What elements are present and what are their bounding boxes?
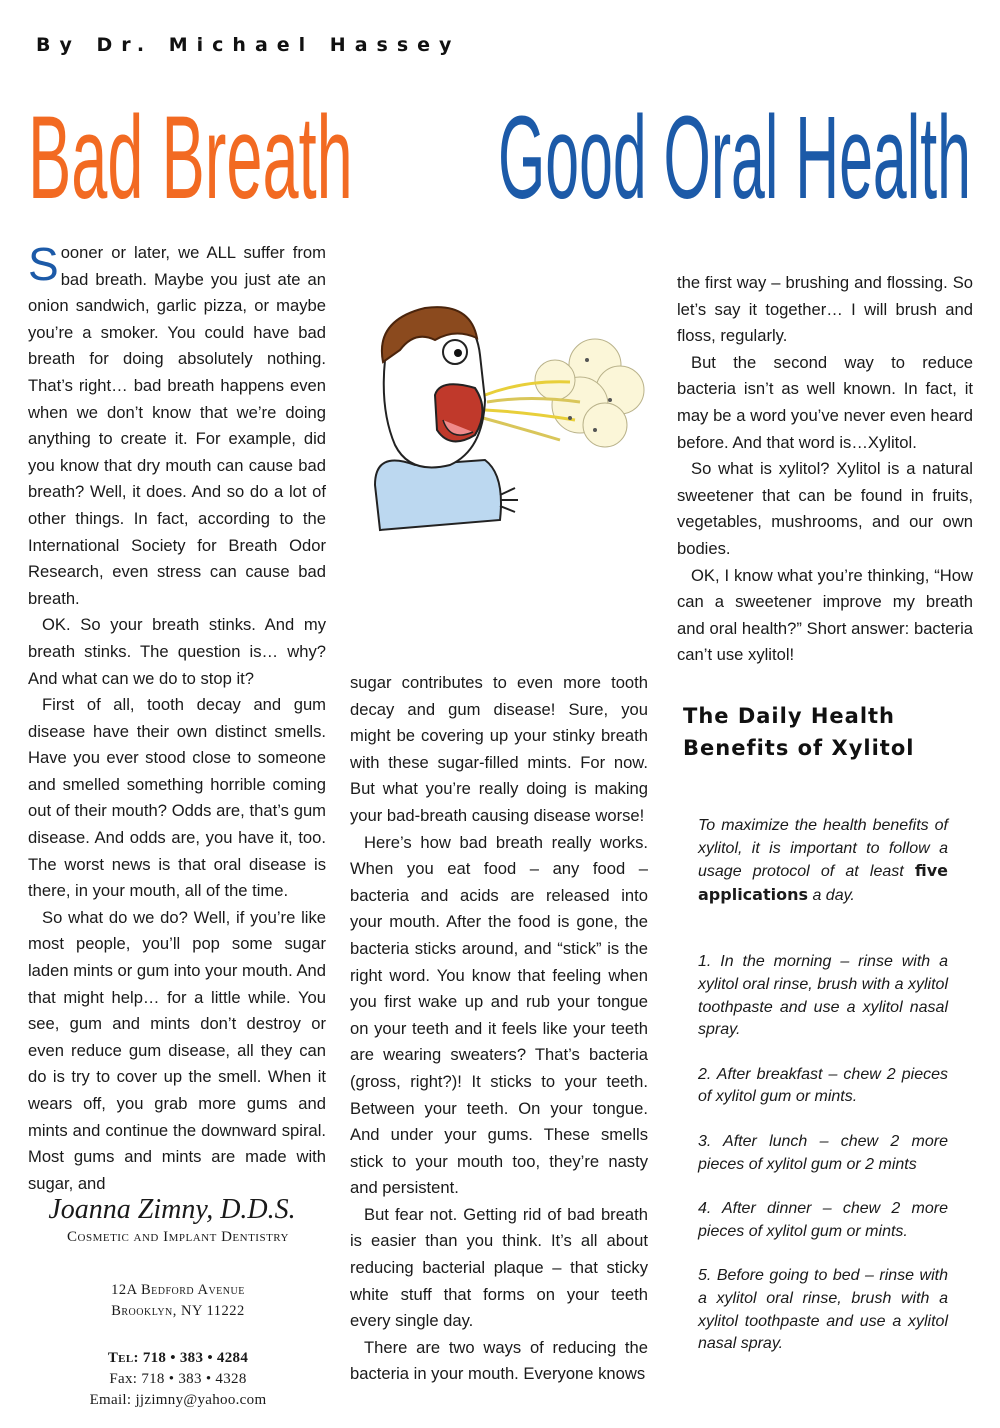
title-bad-breath: Bad Breath [28, 92, 353, 224]
paragraph: So what is xylitol? Xylitol is a natural sweetener that can be found in fruits, vegetables, mushrooms, and our own bodies. [677, 459, 973, 558]
sidebar-list-item: 3. After lunch – chew 2 more pieces of xylitol gum or 2 mints [698, 1132, 948, 1173]
sidebar-list-item: 1. In the morning – rinse with a xylitol oral rinse, brush with a xylitol toothpaste and use a xylitol nasal spray. [698, 953, 948, 1039]
sidebar-intro [698, 815, 948, 907]
article-column-2 [350, 670, 648, 1388]
phone-label: Tel: [107, 1350, 139, 1366]
dentist-business-card [28, 1193, 328, 1411]
contact-info [28, 1348, 328, 1411]
drop-cap: S [28, 238, 59, 290]
paragraph: There are two ways of reducing the bacteria in your mouth. Everyone knows [350, 1337, 648, 1384]
paragraph-text: ooner or later, we ALL suffer from bad breath. Maybe you just ate an onion sandwich, garlic pizza, or maybe you’re a smoker. You could have bad breath for doing absolutely nothing. That’s right… bad breath happens even when we don’t know that we’re doing anything to create it. For example, did you know that dry mouth can cause bad breath? Well, it does. And so do a lot of other things. In fact, according to the International Society for Breath Odor Research, even stress can cause bad breath. [28, 243, 326, 608]
email-address[interactable]: jjzimny@yahoo.com [135, 1392, 267, 1408]
paragraph: OK. So your breath stinks. And my breath stinks. The question is… why? And what can we do to stop it? [28, 615, 326, 688]
dentist-name: Joanna Zimny, D.D.S. [48, 1194, 296, 1225]
paragraph [28, 240, 326, 612]
sidebar-title-line-2: Benefits of Xylitol [683, 736, 915, 760]
paragraph: So what do we do? Well, if you’re like most people, you’ll pop some sugar laden mints or gum into your mouth. And that might help… for a little while. You see, gum and mints don’t destroy or even reduce gum disease, all they can do is try to cover up the smell. When it wears off, you grab more gums and mints and continue the downward spiral. Most gums and mints are made with sugar, and [28, 907, 326, 1193]
sidebar-intro-text: To maximize the health benefits of xylitol, it is important to follow a usage protocol of at least [698, 817, 948, 881]
email [28, 1390, 328, 1411]
breath-cloud [483, 339, 644, 447]
paragraph: the first way – brushing and flossing. So let’s say it together… I will brush and floss, regularly. [677, 273, 973, 346]
byline: By Dr. Michael Hassey [36, 34, 461, 56]
phone [28, 1348, 328, 1369]
article-column-3 [677, 270, 973, 669]
address-line-2: Brooklyn, NY 11222 [111, 1303, 245, 1319]
address-line-1: 12A Bedford Avenue [111, 1282, 245, 1298]
email-label: Email: [89, 1392, 132, 1408]
cartoon-man [375, 307, 518, 530]
sidebar-intro-text: a day. [808, 886, 855, 904]
fax [28, 1369, 328, 1390]
paragraph: OK, I know what you’re thinking, “How can a sweetener improve my breath and oral health?” Short answer: bacteria can’t use xylitol! [677, 565, 973, 665]
phone-number: 718 • 383 • 4284 [142, 1350, 249, 1366]
fax-number: 718 • 383 • 4328 [141, 1371, 247, 1387]
paragraph: But the second way to reduce bacteria isn’t as well known. In fact, it may be a word you’ve never even heard before. And that word is…Xylitol. [677, 352, 973, 452]
paragraph: But fear not. Getting rid of bad breath is easier than you think. It’s all about reducing bacterial plaque – that sticky white stuff that forms on your teeth every single day. [350, 1204, 648, 1331]
cartoon-man-bad-breath-illustration [355, 300, 675, 540]
paragraph: First of all, tooth decay and gum disease have their own distinct smells. Have you ever stood close to someone and smelled something horrible coming out of their mouth? Odds are, that’s gum disease. And odds are, you have it, too. The worst news is that oral disease is there, in your mouth, all of the time. [28, 695, 326, 901]
sidebar-intro-emphasis: five applications [698, 861, 948, 904]
sidebar-list-item: 4. After dinner – chew 2 more pieces of xylitol gum or mints. [698, 1200, 948, 1240]
sidebar-list-item: 5. Before going to bed – rinse with a xylitol oral rinse, brush with a xylitol toothpaste and use a xylitol nasal spray. [698, 1267, 948, 1353]
xylitol-sidebar [698, 815, 948, 1378]
sidebar-list-item: 2. After breakfast – chew 2 pieces of xylitol gum or mints. [698, 1065, 948, 1106]
sidebar-title-line-1: The Daily Health [683, 704, 896, 728]
paragraph: sugar contributes to even more tooth decay and gum disease! Sure, you might be covering up your stinky breath with these sugar-filled mints. For now. But what you’re really doing is making your bad-breath causing disease worse! [350, 673, 648, 825]
paragraph: Here’s how bad breath really works. When you eat food – any food – bacteria and acids are released into your mouth. After the food is gone, the bacteria sticks around, and “stick” is the right word. You know that feeling when you first wake up and rub your tongue on your teeth and it feels like your teeth are wearing sweaters? That’s bacteria (gross, right?)! It sticks to your teeth. Between your teeth. On your tongue. And under your gums. These smells stick to your mouth too, they’re nasty and persistent. [350, 832, 648, 1198]
fax-label: Fax: [109, 1371, 138, 1387]
practice-type: Cosmetic and Implant Dentistry [67, 1229, 289, 1245]
title-good-oral-health: Good Oral Health [498, 92, 971, 224]
article-column-1 [28, 240, 326, 1197]
sidebar-title [683, 700, 914, 764]
address [28, 1280, 328, 1322]
